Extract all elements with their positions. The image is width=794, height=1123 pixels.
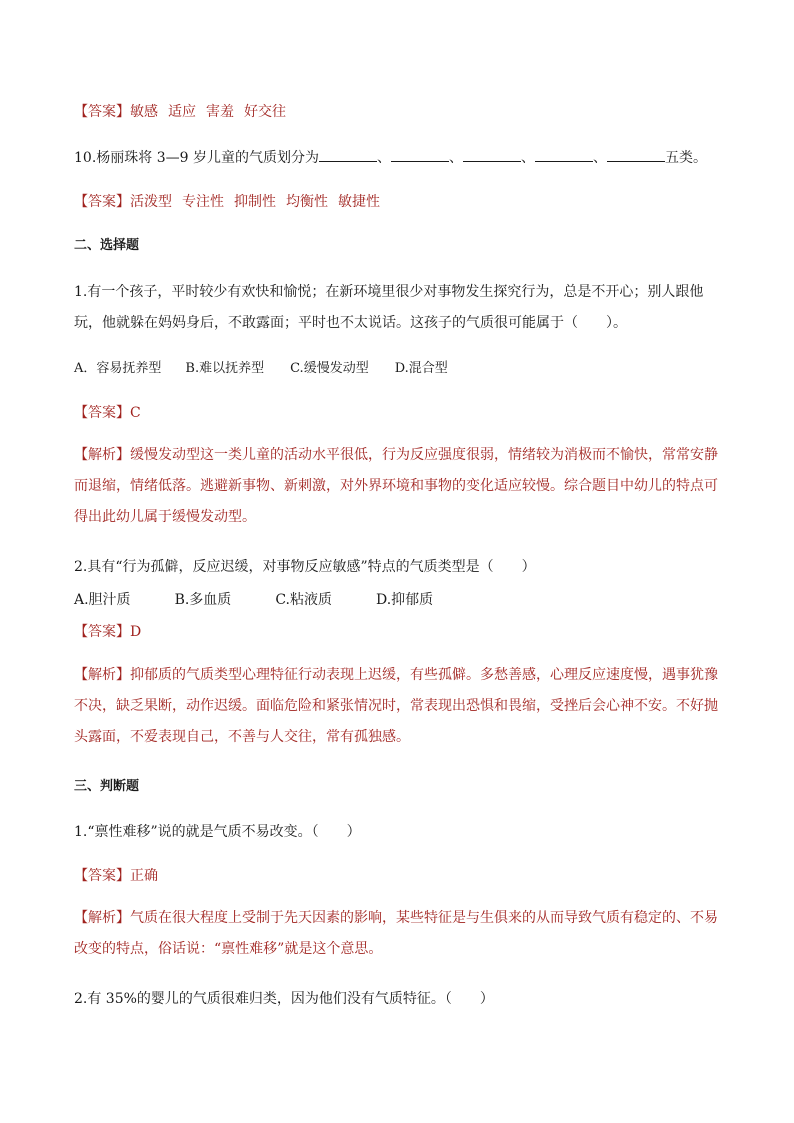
option-d: D.混合型 [394,361,448,376]
analysis-label: 【解析】 [74,910,130,926]
analysis-label: 【解析】 [74,447,130,463]
fill-blank [463,147,521,162]
answer-item: 适应 [168,104,196,120]
choice-analysis-1 [74,440,722,533]
choice-analysis-2 [74,660,722,753]
answer-item: 好交往 [244,104,286,120]
choice-question-1: 1.有一个孩子，平时较少有欢快和愉悦；在新环境里很少对事物发生探究行为，总是不开心；别人跟他玩，他就躲在妈妈身后，不敢露面；平时也不太说话。这孩子的气质很可能属于（ ）。 [74,284,704,331]
fill-blank [319,147,377,162]
fill-blank [535,147,593,162]
option-c: C.缓慢发动型 [290,361,369,376]
option-a: A．容易抚养型 [74,361,162,376]
judge-answer-1 [74,866,158,886]
judge-analysis-1 [74,903,722,965]
choice-question-2-options [74,590,433,610]
answer-10 [74,192,380,212]
option-b: B.难以抚养型 [185,361,265,376]
choice-answer-1 [74,403,141,423]
choice-question-2: 2.具有“行为孤僻，反应迟缓，对事物反应敏感”特点的气质类型是（ ） [74,559,536,575]
answer-item: 均衡性 [286,194,328,210]
answer-label: 【答案】 [74,194,130,210]
question-10-suffix: 五类。 [664,150,707,166]
fill-blank [607,147,665,162]
answer-item: 害羞 [206,104,234,120]
analysis-text: 气质在很大程度上受制于先天因素的影响，某些特征是与生俱来的从而导致气质有稳定的、不易改变的特点，俗话说：“禀性难移”就是这个意思。 [74,910,718,957]
fill-blank [391,147,449,162]
option-c: C.粘液质 [275,592,332,608]
answer-item: 活泼型 [130,194,172,210]
answer-item: 专注性 [182,194,224,210]
judge-question-2: 2.有 35%的婴儿的气质很难归类，因为他们没有气质特征。（ ） [74,991,494,1007]
judge-question-1: 1.“禀性难移”说的就是气质不易改变。（ ） [74,824,361,840]
option-a: A.胆汁质 [74,592,131,608]
answer-value: 正确 [130,868,158,884]
answer-label: 【答案】 [74,405,130,421]
choice-answer-2 [74,622,141,642]
option-d: D.抑郁质 [375,592,434,608]
analysis-text: 缓慢发动型这一类儿童的活动水平很低，行为反应强度很弱，情绪较为消极而不愉快，常常安静而退缩，情绪低落。逃避新事物、新刺激，对外界环境和事物的变化适应较慢。综合题目中幼儿的特点可得出此幼儿属于缓慢发动型。 [74,447,718,525]
answer-value: C [130,405,141,421]
analysis-label: 【解析】 [74,667,130,683]
answer-label: 【答案】 [74,104,130,120]
answer-label: 【答案】 [74,624,130,640]
choice-question-1-options [74,359,448,379]
question-10: 10.杨丽珠将 3—9 岁儿童的气质划分为 、 、 、 、 五类。 [74,147,707,168]
answer-item: 敏捷性 [338,194,380,210]
answer-label: 【答案】 [74,868,130,884]
answer-prev [74,102,286,122]
analysis-text: 抑郁质的气质类型心理特征行动表现上迟缓，有些孤僻。多愁善感，心理反应速度慢，遇事犹豫不决，缺乏果断，动作迟缓。面临危险和紧张情况时，常表现出恐惧和畏缩，受挫后会心神不安。不好抛头露面，不爱表现自己，不善与人交往，常有孤独感。 [74,667,718,745]
question-10-prefix: 10.杨丽珠将 3—9 岁儿童的气质划分为 [74,150,319,166]
answer-item: 抑制性 [234,194,276,210]
answer-value: D [130,624,142,640]
answer-item: 敏感 [130,104,158,120]
section-title-judge: 三、判断题 [74,779,140,794]
option-b: B.多血质 [174,592,232,608]
section-title-choice: 二、选择题 [74,238,140,253]
